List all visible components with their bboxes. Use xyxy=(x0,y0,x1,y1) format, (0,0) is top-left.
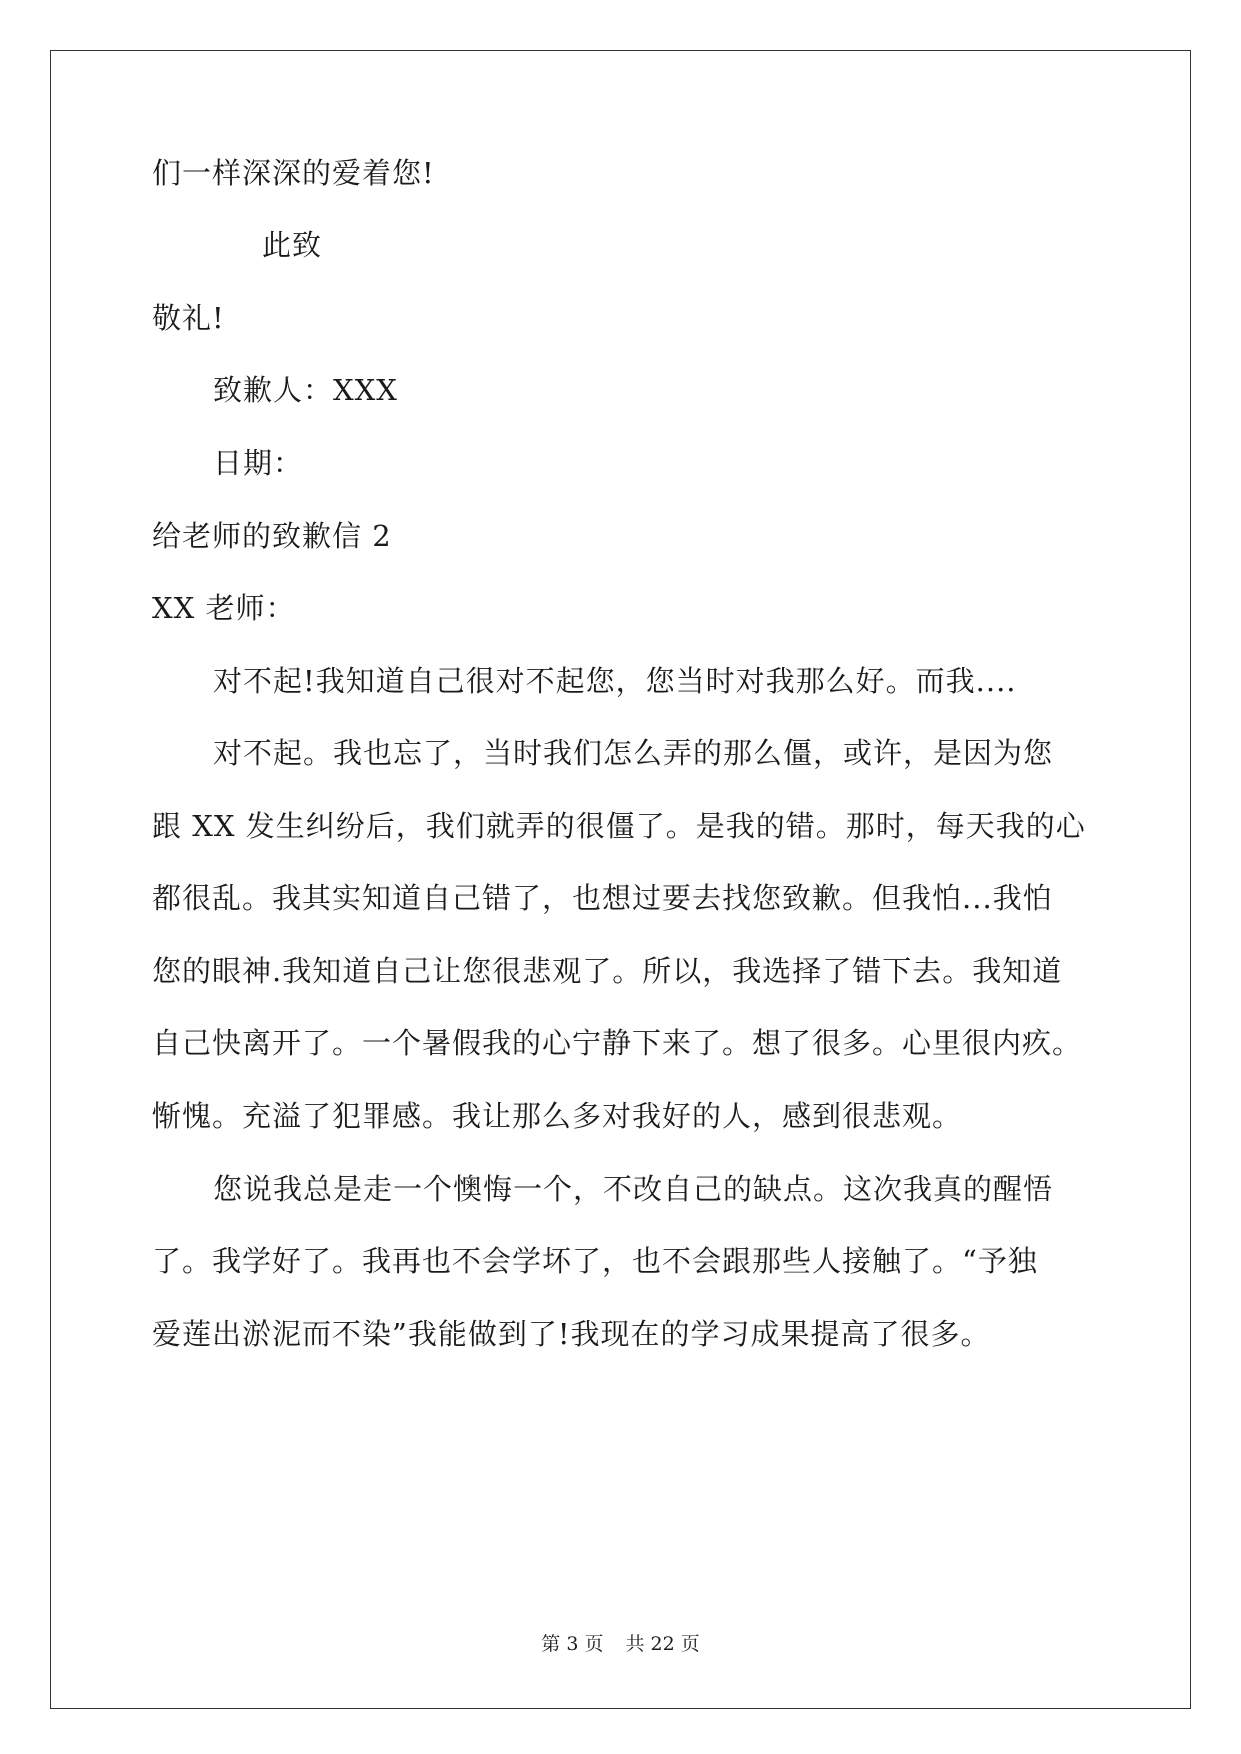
paragraph-line: 对不起。我也忘了，当时我们怎么弄的那么僵，或许，是因为您 xyxy=(213,736,1054,770)
paragraph-line: 对不起!我知道自己很对不起您，您当时对我那么好。而我.... xyxy=(213,664,1017,698)
page-number: 第 3 页 xyxy=(541,1633,604,1655)
paragraph-line: 跟 XX 发生纠纷后，我们就弄的很僵了。是我的错。那时，每天我的心 xyxy=(152,809,1086,843)
section-heading: 给老师的致歉信 2 xyxy=(152,519,392,553)
text-line-salutation-jingli: 敬礼! xyxy=(152,301,225,335)
paragraph-line: 爱莲出淤泥而不染”我能做到了!我现在的学习成果提高了很多。 xyxy=(152,1317,991,1351)
text-line-signer: 致歉人：XXX xyxy=(213,373,398,407)
paragraph-line: 您的眼神.我知道自己让您很悲观了。所以，我选择了错下去。我知道 xyxy=(152,954,1063,988)
paragraph-line: 惭愧。充溢了犯罪感。我让那么多对我好的人，感到很悲观。 xyxy=(152,1099,963,1133)
paragraph-line: 了。我学好了。我再也不会学坏了，也不会跟那些人接触了。“予独 xyxy=(152,1244,1038,1278)
text-line-salutation-cizhi: 此致 xyxy=(262,228,323,262)
paragraph-line: 自己快离开了。一个暑假我的心宁静下来了。想了很多。心里很内疚。 xyxy=(152,1026,1083,1060)
page-footer xyxy=(0,1632,1241,1656)
text-line-closing-sentence: 们一样深深的爱着您! xyxy=(152,156,435,190)
letter-greeting: XX 老师： xyxy=(152,591,296,625)
paragraph-line: 都很乱。我其实知道自己错了，也想过要去找您致歉。但我怕...我怕 xyxy=(152,881,1053,915)
page-total: 共 22 页 xyxy=(625,1633,700,1655)
text-line-date: 日期： xyxy=(213,446,304,480)
paragraph-line: 您说我总是走一个懊悔一个，不改自己的缺点。这次我真的醒悟 xyxy=(213,1172,1054,1206)
